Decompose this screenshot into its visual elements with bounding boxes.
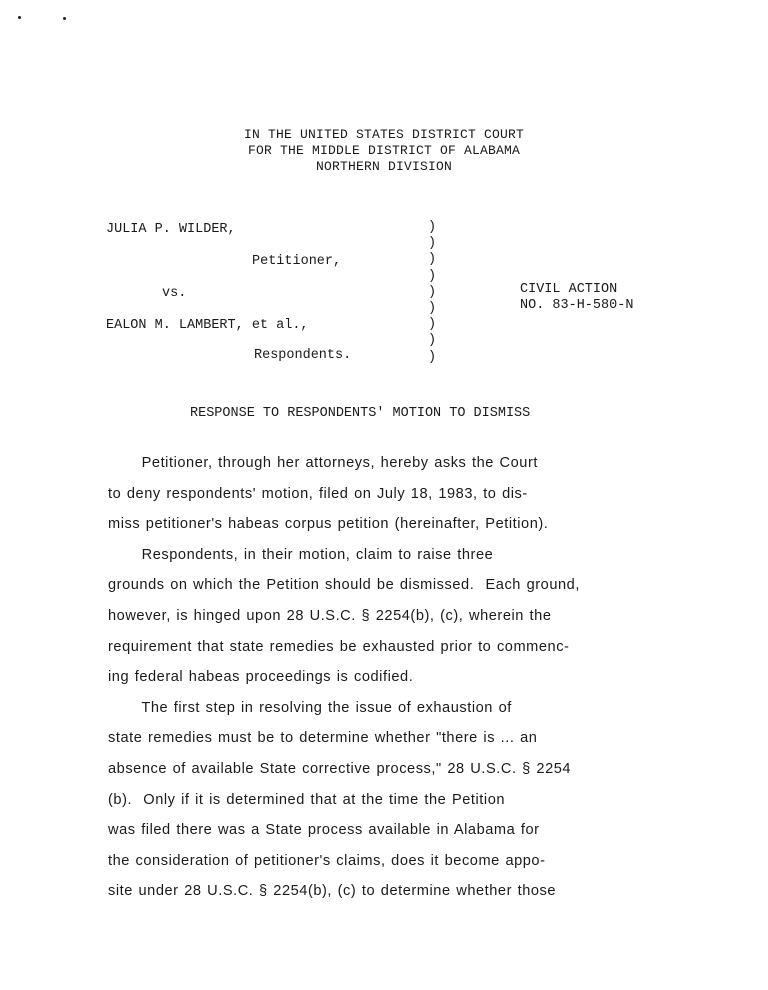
body-line: Petitioner, through her attorneys, hereby asks the Court	[108, 455, 538, 471]
petitioner-name: JULIA P. WILDER,	[106, 222, 236, 237]
body-text	[108, 448, 708, 907]
caption-parenthesis-column	[428, 220, 436, 366]
caption-paren: )	[428, 349, 437, 365]
caption-paren: )	[428, 284, 437, 300]
document-title: RESPONSE TO RESPONDENTS' MOTION TO DISMISS	[190, 406, 531, 421]
versus-text: vs.	[162, 286, 187, 301]
caption-paren: )	[428, 301, 437, 317]
caption-paren: )	[428, 333, 437, 349]
body-line: state remedies must be to determine whether "there is ... an	[108, 730, 538, 747]
body-line: grounds on which the Petition should be dismissed. Each ground,	[108, 577, 580, 594]
body-line: requirement that state remedies be exhausted prior to commenc-	[108, 638, 570, 655]
case-caption	[0, 220, 768, 370]
court-line-2: FOR THE MIDDLE DISTRICT OF ALABAMA	[247, 143, 521, 158]
body-line: site under 28 U.S.C. § 2254(b), (c) to determine whether those	[108, 883, 557, 900]
scan-speck	[18, 16, 21, 19]
court-line-3: NORTHERN DIVISION	[315, 159, 453, 174]
body-line: (b). Only if it is determined that at the time the Petition	[108, 791, 506, 808]
body-line: Respondents, in their motion, claim to raise three	[108, 546, 494, 563]
scan-speck	[63, 17, 66, 20]
body-line: was filed there was a State process available in Alabama for	[108, 822, 540, 839]
respondent-label: Respondents.	[254, 348, 352, 363]
court-heading	[0, 127, 768, 175]
court-line-1: IN THE UNITED STATES DISTRICT COURT	[243, 127, 525, 142]
case-type: CIVIL ACTION	[520, 282, 618, 297]
case-number-block	[520, 282, 633, 314]
body-line: however, is hinged upon 28 U.S.C. § 2254(b), (c), wherein the	[108, 607, 552, 624]
body-line: ing federal habeas proceedings is codified.	[108, 669, 414, 686]
caption-paren: )	[428, 220, 437, 235]
body-line: The first step in resolving the issue of exhaustion of	[108, 699, 512, 716]
body-line: miss petitioner's habeas corpus petition (hereinafter, Petition).	[108, 516, 549, 533]
body-line: the consideration of petitioner's claims, does it become appo-	[108, 852, 546, 869]
caption-paren: )	[428, 236, 437, 252]
respondent-name: EALON M. LAMBERT, et al.,	[106, 318, 309, 333]
petitioner-label: Petitioner,	[252, 254, 342, 269]
caption-paren: )	[428, 252, 437, 268]
caption-paren: )	[428, 268, 437, 284]
case-number: NO. 83-H-580-N	[520, 298, 634, 313]
body-line: absence of available State corrective process," 28 U.S.C. § 2254	[108, 760, 572, 777]
caption-paren: )	[428, 317, 437, 333]
body-line: to deny respondents' motion, filed on July 18, 1983, to dis-	[108, 485, 528, 502]
